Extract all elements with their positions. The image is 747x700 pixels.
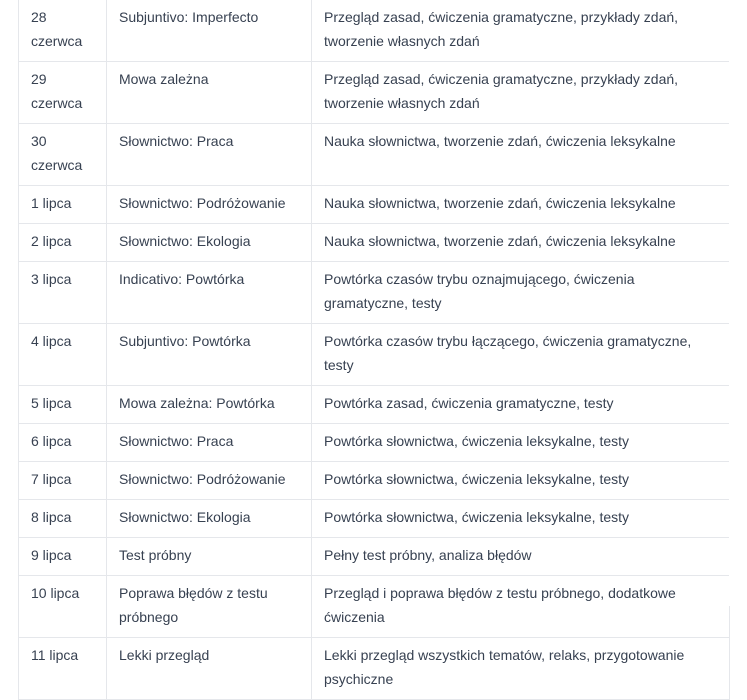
topic-cell: Słownictwo: Podróżowanie [107, 462, 312, 500]
topic-cell: Poprawa błędów z testu próbnego [107, 576, 312, 638]
activities-cell: Powtórka czasów trybu łączącego, ćwiczenia gramatyczne, testy [312, 324, 730, 386]
date-cell: 3 lipca [19, 262, 107, 324]
right-margin [729, 0, 747, 606]
activities-cell: Powtórka zasad, ćwiczenia gramatyczne, testy [312, 386, 730, 424]
date-cell: 28 czerwca [19, 0, 107, 62]
topic-cell: Słownictwo: Praca [107, 424, 312, 462]
table-row [19, 576, 730, 638]
topic-cell: Indicativo: Powtórka [107, 262, 312, 324]
activities-cell: Powtórka słownictwa, ćwiczenia leksykalne, testy [312, 500, 730, 538]
date-cell: 30 czerwca [19, 124, 107, 186]
date-cell: 6 lipca [19, 424, 107, 462]
table-row [19, 0, 730, 62]
table-row [19, 324, 730, 386]
table-row [19, 386, 730, 424]
date-cell: 4 lipca [19, 324, 107, 386]
activities-cell: Nauka słownictwa, tworzenie zdań, ćwiczenia leksykalne [312, 224, 730, 262]
activities-cell: Przegląd i poprawa błędów z testu próbnego, dodatkowe ćwiczenia [312, 576, 730, 638]
date-cell: 1 lipca [19, 186, 107, 224]
date-cell: 11 lipca [19, 638, 107, 700]
date-cell: 7 lipca [19, 462, 107, 500]
date-cell: 9 lipca [19, 538, 107, 576]
topic-cell: Słownictwo: Ekologia [107, 224, 312, 262]
table-row [19, 462, 730, 500]
date-cell: 29 czerwca [19, 62, 107, 124]
activities-cell: Przegląd zasad, ćwiczenia gramatyczne, przykłady zdań, tworzenie własnych zdań [312, 0, 730, 62]
activities-cell: Powtórka słownictwa, ćwiczenia leksykalne, testy [312, 462, 730, 500]
topic-cell: Słownictwo: Ekologia [107, 500, 312, 538]
study-schedule-table [18, 0, 730, 700]
topic-cell: Mowa zależna [107, 62, 312, 124]
table-row [19, 262, 730, 324]
activities-cell: Powtórka słownictwa, ćwiczenia leksykalne, testy [312, 424, 730, 462]
schedule-body [19, 0, 730, 700]
table-row [19, 186, 730, 224]
table-row [19, 224, 730, 262]
activities-cell: Nauka słownictwa, tworzenie zdań, ćwiczenia leksykalne [312, 124, 730, 186]
topic-cell: Lekki przegląd [107, 638, 312, 700]
table-row [19, 424, 730, 462]
topic-cell: Test próbny [107, 538, 312, 576]
date-cell: 5 lipca [19, 386, 107, 424]
activities-cell: Lekki przegląd wszystkich tematów, relaks, przygotowanie psychiczne [312, 638, 730, 700]
table-row [19, 500, 730, 538]
table-row [19, 638, 730, 700]
activities-cell: Nauka słownictwa, tworzenie zdań, ćwiczenia leksykalne [312, 186, 730, 224]
table-row [19, 62, 730, 124]
table-row [19, 124, 730, 186]
table-row [19, 538, 730, 576]
date-cell: 10 lipca [19, 576, 107, 638]
activities-cell: Powtórka czasów trybu oznajmującego, ćwiczenia gramatyczne, testy [312, 262, 730, 324]
activities-cell: Przegląd zasad, ćwiczenia gramatyczne, przykłady zdań, tworzenie własnych zdań [312, 62, 730, 124]
date-cell: 2 lipca [19, 224, 107, 262]
topic-cell: Słownictwo: Podróżowanie [107, 186, 312, 224]
topic-cell: Subjuntivo: Imperfecto [107, 0, 312, 62]
date-cell: 8 lipca [19, 500, 107, 538]
topic-cell: Słownictwo: Praca [107, 124, 312, 186]
topic-cell: Subjuntivo: Powtórka [107, 324, 312, 386]
activities-cell: Pełny test próbny, analiza błędów [312, 538, 730, 576]
topic-cell: Mowa zależna: Powtórka [107, 386, 312, 424]
